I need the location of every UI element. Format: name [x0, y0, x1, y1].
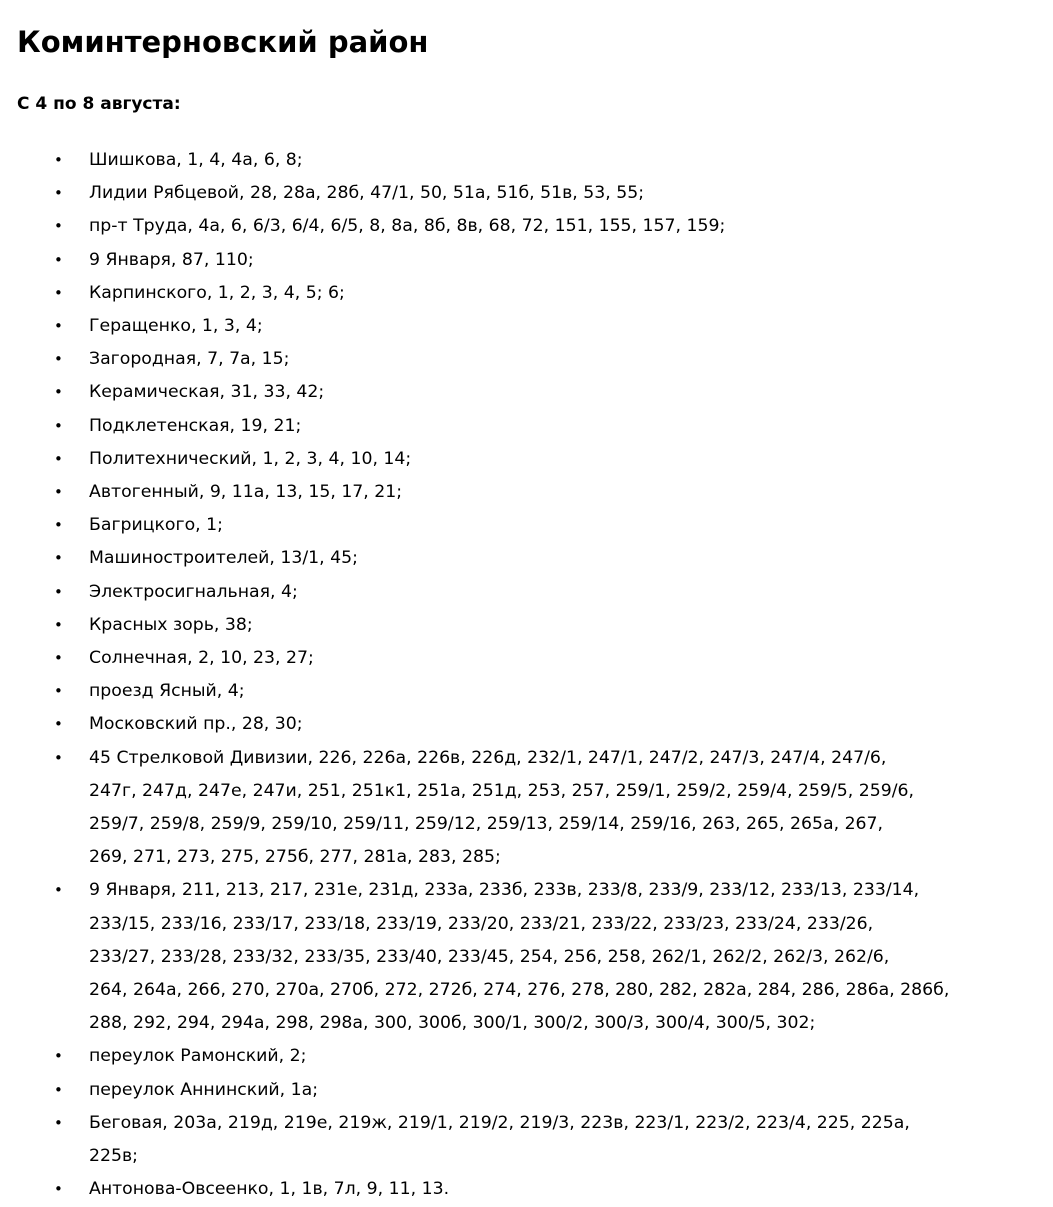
list-item	[0, 210, 1053, 243]
list-item-text: Антонова-Овсеенко, 1, 1в, 7л, 9, 11, 13.	[89, 1179, 450, 1200]
list-item	[0, 144, 1053, 177]
bullet-icon: •	[54, 317, 63, 336]
list-item	[0, 1074, 1053, 1107]
list-item-text: 225в;	[89, 1146, 138, 1167]
list-item	[0, 177, 1053, 210]
list-item	[0, 742, 1053, 875]
list-item	[0, 874, 1053, 1040]
list-item-text: проезд Ясный, 4;	[89, 681, 245, 702]
list-item	[0, 576, 1053, 609]
list-item	[0, 609, 1053, 642]
list-item	[0, 277, 1053, 310]
list-item-text: Красных зорь, 38;	[89, 614, 253, 635]
page-title: Коминтерновский район	[17, 25, 429, 59]
bullet-icon: •	[54, 1180, 63, 1199]
list-item-text: Геращенко, 1, 3, 4;	[89, 316, 263, 337]
bullet-icon: •	[54, 483, 63, 502]
bullet-icon: •	[54, 1113, 63, 1132]
list-item	[0, 542, 1053, 575]
list-item-text: Подклетенская, 19, 21;	[89, 415, 302, 436]
list-item	[0, 1173, 1053, 1206]
list-item-text: 9 Января, 87, 110;	[89, 249, 254, 270]
bullet-icon: •	[54, 350, 63, 369]
bullet-icon: •	[54, 715, 63, 734]
bullet-icon: •	[54, 1047, 63, 1066]
list-item-text: 247г, 247д, 247е, 247и, 251, 251к1, 251а, 251д, 253, 257, 259/1, 259/2, 259/4, 259/5, 259/6,	[89, 780, 915, 801]
bullet-icon: •	[54, 416, 63, 435]
list-item-text: Керамическая, 31, 33, 42;	[89, 382, 325, 403]
list-item-text: 269, 271, 273, 275, 275б, 277, 281а, 283, 285;	[89, 847, 501, 868]
list-item-text: переулок Аннинский, 1а;	[89, 1079, 319, 1100]
date-range-heading: С 4 по 8 августа:	[17, 94, 181, 114]
list-item-text: Беговая, 203а, 219д, 219е, 219ж, 219/1, 219/2, 219/3, 223в, 223/1, 223/2, 223/4, 225, 225а,	[89, 1112, 910, 1133]
bullet-icon: •	[54, 881, 63, 900]
list-item-text: Машиностроителей, 13/1, 45;	[89, 548, 358, 569]
list-item-text: Загородная, 7, 7а, 15;	[89, 349, 290, 370]
list-item	[0, 476, 1053, 509]
bullet-icon: •	[54, 649, 63, 668]
bullet-icon: •	[54, 516, 63, 535]
list-item	[0, 675, 1053, 708]
list-item	[0, 1107, 1053, 1173]
bullet-icon: •	[54, 615, 63, 634]
list-item-text: Лидии Рябцевой, 28, 28а, 28б, 47/1, 50, 51а, 51б, 51в, 53, 55;	[89, 183, 645, 204]
list-item-text: Шишкова, 1, 4, 4а, 6, 8;	[89, 150, 303, 170]
bullet-icon: •	[54, 184, 63, 203]
list-item	[0, 1040, 1053, 1073]
list-item	[0, 708, 1053, 741]
bullet-icon: •	[54, 283, 63, 302]
list-item	[0, 509, 1053, 542]
bullet-icon: •	[54, 217, 63, 236]
list-item-text: Карпинского, 1, 2, 3, 4, 5; 6;	[89, 282, 345, 303]
list-item-text: 9 Января, 211, 213, 217, 231е, 231д, 233а, 233б, 233в, 233/8, 233/9, 233/12, 233/13, 233/14,	[89, 880, 920, 901]
bullet-icon: •	[54, 250, 63, 269]
list-item	[0, 310, 1053, 343]
address-list	[0, 144, 1053, 1207]
list-item	[0, 244, 1053, 277]
bullet-icon: •	[54, 449, 63, 468]
list-item-text: Политехнический, 1, 2, 3, 4, 10, 14;	[89, 448, 412, 469]
list-item	[0, 343, 1053, 376]
list-item-text: Московский пр., 28, 30;	[89, 714, 303, 735]
bullet-icon: •	[54, 151, 63, 169]
bullet-icon: •	[54, 549, 63, 568]
list-item-text: переулок Рамонский, 2;	[89, 1046, 307, 1067]
list-item-text: Солнечная, 2, 10, 23, 27;	[89, 648, 314, 669]
list-item-text: Электросигнальная, 4;	[89, 581, 298, 602]
list-item	[0, 642, 1053, 675]
bullet-icon: •	[54, 682, 63, 701]
list-item-text: Багрицкого, 1;	[89, 515, 223, 536]
list-item	[0, 443, 1053, 476]
list-item-text: 233/27, 233/28, 233/32, 233/35, 233/40, 233/45, 254, 256, 258, 262/1, 262/2, 262/3, 262/6,	[89, 946, 890, 967]
list-item-text: пр-т Труда, 4а, 6, 6/3, 6/4, 6/5, 8, 8а, 8б, 8в, 68, 72, 151, 155, 157, 159;	[89, 216, 726, 237]
list-item-text: Автогенный, 9, 11а, 13, 15, 17, 21;	[89, 482, 403, 503]
list-item	[0, 410, 1053, 443]
bullet-icon: •	[54, 383, 63, 402]
list-item-text: 233/15, 233/16, 233/17, 233/18, 233/19, 233/20, 233/21, 233/22, 233/23, 233/24, 233/26,	[89, 913, 874, 934]
list-item-text: 288, 292, 294, 294а, 298, 298а, 300, 300б, 300/1, 300/2, 300/3, 300/4, 300/5, 302;	[89, 1013, 816, 1034]
list-item-text: 264, 264а, 266, 270, 270а, 270б, 272, 272б, 274, 276, 278, 280, 282, 282а, 284, 286, 286а, 286б,	[89, 980, 950, 1001]
bullet-icon: •	[54, 582, 63, 601]
list-item-text: 259/7, 259/8, 259/9, 259/10, 259/11, 259/12, 259/13, 259/14, 259/16, 263, 265, 265а, 267,	[89, 814, 884, 835]
bullet-icon: •	[54, 1080, 63, 1099]
list-item	[0, 376, 1053, 409]
bullet-icon: •	[54, 748, 63, 767]
list-item-text: 45 Стрелковой Дивизии, 226, 226а, 226в, 226д, 232/1, 247/1, 247/2, 247/3, 247/4, 247/6,	[89, 747, 887, 768]
